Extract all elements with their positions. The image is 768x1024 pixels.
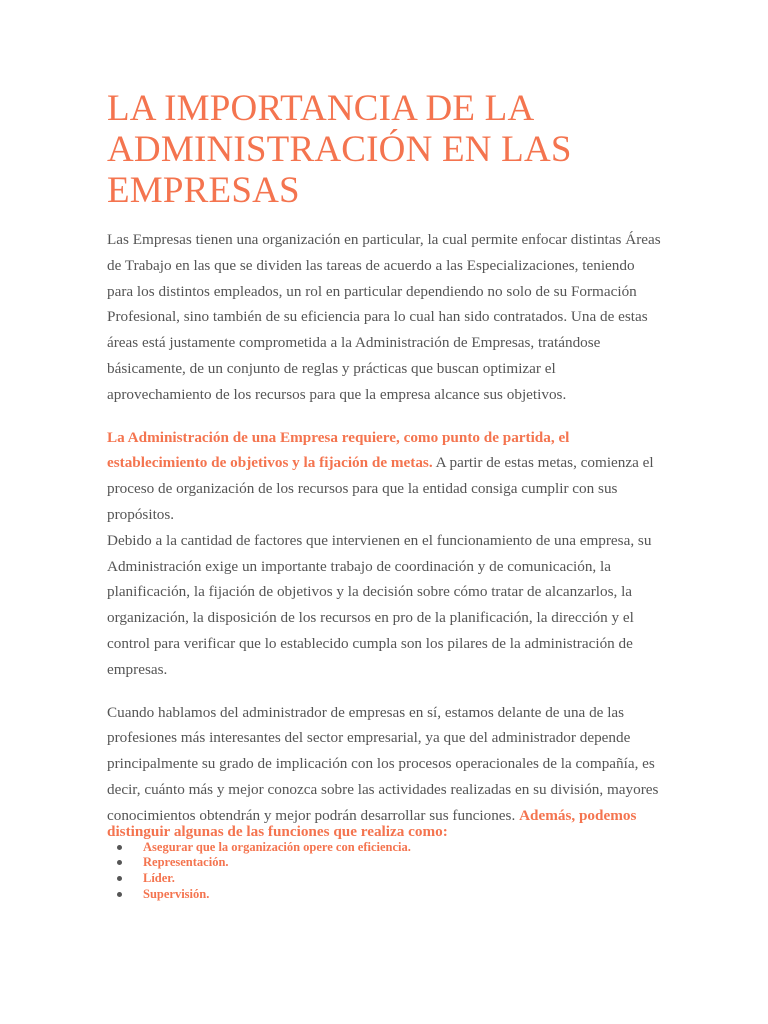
list-item — [117, 871, 663, 887]
paragraph-intro: Las Empresas tienen una organización en particular, la cual permite enfocar distintas Áreas de Trabajo en las que se dividen las tareas de acuerdo a las Especializaciones, teniendo para los distintos empleados, un rol en particular dependiendo no solo de su Formación Profesional, sino también de su eficiencia para lo cual han sido contratados. Una de estas áreas está justamente comprometida a la Administración de Empresas, tratándose básicamente, de un conjunto de reglas y prácticas que buscan optimizar el aprovechamiento de los recursos para que la empresa alcance sus objetivos. — [107, 231, 661, 403]
list-item-label: Asegurar que la organización opere con eficiencia. — [143, 839, 411, 854]
bullet-icon — [117, 860, 122, 865]
list-item-label: Líder. — [143, 871, 175, 886]
paragraph-objectives-highlight: La Administración de una Empresa requiere, como punto de partida, el establecimiento de objetivos y la fijación de metas. — [107, 428, 570, 472]
paragraph-administrator-text: Cuando hablamos del administrador de empresas en sí, estamos delante de una de las profesiones más interesantes del sector empresarial, ya que del administrador depende principalmente su grado de implicación con los procesos operacionales de la compañía, es decir, cuánto más y mejor conozca sobre las actividades realizadas en su división, mayores conocimientos obtendrán y mejor podrán desarrollar sus funciones. — [107, 703, 659, 824]
list-item — [117, 840, 663, 856]
document-title: LA IMPORTANCIA DE LA ADMINISTRACIÓN EN LAS EMPRESAS — [107, 88, 572, 211]
paragraph-objectives — [107, 425, 663, 528]
list-item — [117, 887, 663, 903]
paragraph-administrator-highlight-a: Además, podemos — [519, 806, 637, 824]
bullet-icon — [117, 845, 122, 850]
bullet-icon — [117, 892, 122, 897]
paragraph-objectives-text: A partir de estas metas, comienza el proceso de organización de los recursos para que la entidad consiga cumplir con sus propósitos. — [107, 454, 654, 523]
functions-list — [107, 840, 663, 903]
paragraph-coordination: Debido a la cantidad de factores que intervienen en el funcionamiento de una empresa, su Administración exige un importante trabajo de coordinación y de comunicación, la planificación, la fijación de objetivos y la decisión sobre cómo tratar de alcanzarlos, la organización, la disposición de los recursos en pro de la planificación, la dirección y el control para verificar que lo establecido cumpla son los pilares de la administración de empresas. — [107, 531, 652, 678]
list-item-label: Representación. — [143, 855, 229, 870]
list-item-label: Supervisión. — [143, 886, 210, 901]
list-item — [117, 855, 663, 871]
paragraph-administrator-highlight-b: distinguir algunas de las funciones que realiza como: — [107, 822, 448, 840]
paragraph-administrator — [107, 700, 663, 843]
bullet-icon — [117, 876, 122, 881]
